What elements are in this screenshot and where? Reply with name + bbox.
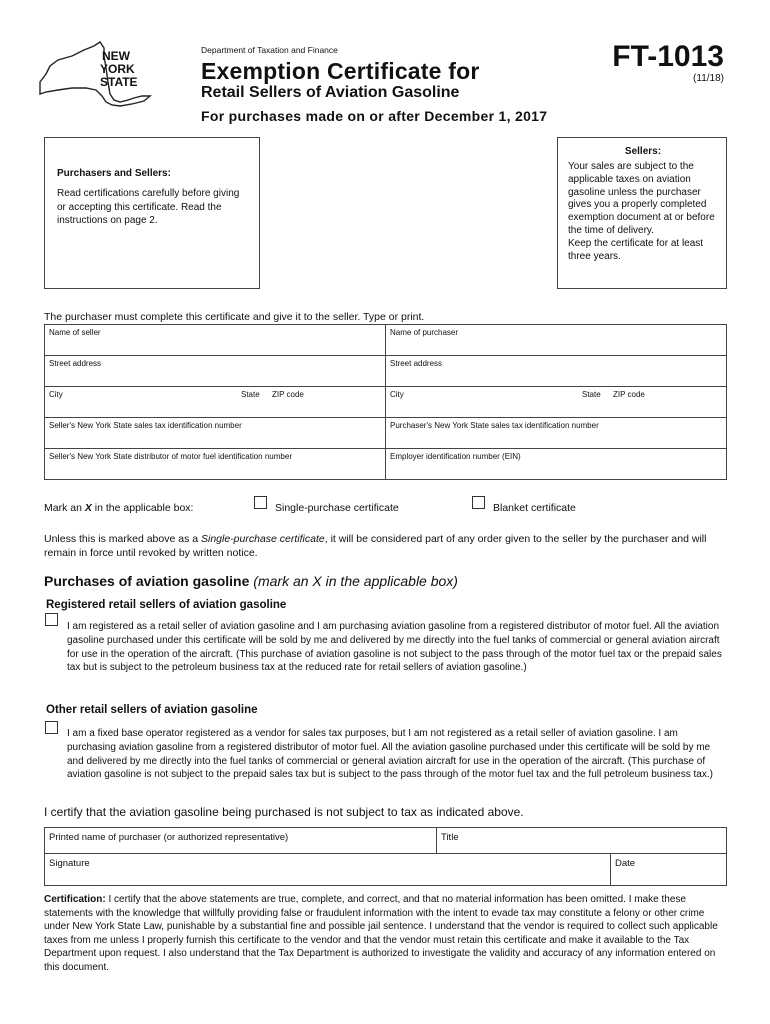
- blanket-label: Blanket certificate: [493, 502, 576, 514]
- certification-body: I certify that the above statements are true, complete, and correct, and that no material information has been omitted. I make these statements with the knowledge that willfully providing false or fraudulent information with the intent to evade tax may constitute a felony or other crime under New York State Law, punishable by a substantial fine and possible jail sentence. I understand that the vendor is required to collect such applicable taxes from me unless I properly furnish this certificate to the vendor and that the vendor must retain this certificate and make it available to the Tax Department upon request. I also understand that the Tax Department is authorized to investigate the validity and accuracy of any information entered on this document.: [44, 894, 718, 973]
- single-purchase-label: Single-purchase certificate: [275, 502, 399, 514]
- purchases-heading-text: Purchases of aviation gasoline: [44, 573, 250, 589]
- field-label: State: [582, 390, 601, 399]
- sellers-notice-keep: Keep the certificate for at least three years.: [568, 237, 704, 262]
- field-label: City: [390, 390, 404, 399]
- field-label: State: [241, 390, 260, 399]
- form-revision: (11/18): [693, 73, 724, 84]
- purchaser-city-state-zip-field[interactable]: [385, 387, 727, 417]
- registered-sellers-heading: Registered retail sellers of aviation gasoline: [46, 599, 287, 611]
- notice-text: Read certifications carefully before giving or accepting this certificate. Read the instructions on page 2.: [57, 188, 240, 226]
- purchases-heading-note: (mark an X in the applicable box): [253, 573, 458, 589]
- purchaser-instruction: The purchaser must complete this certificate and give it to the seller. Type or print.: [44, 311, 425, 323]
- mark-prefix: Mark an: [44, 502, 82, 514]
- field-label: Purchaser's New York State sales tax identification number: [390, 421, 599, 430]
- field-label: Street address: [49, 359, 102, 368]
- seller-distributor-id-field[interactable]: [44, 449, 385, 479]
- registered-seller-text: I am registered as a retail seller of aviation gasoline and I am purchasing aviation gasoline from a registered distributor of motor fuel. All the aviation gasoline purchased under this certificate will be sold by me and delivered by me directly into the fuel tanks of commercial or general aviation aircraft for use in the operation of the aircraft. (This purchase of aviation gasoline is not subject to the pass through of the motor fuel tax or the prepaid sales tax but is subject to the petroleum business tax at the reduced rate for retail sellers of aviation gasoline.): [67, 621, 722, 674]
- field-label: Name of purchaser: [390, 328, 459, 337]
- seller-street-field[interactable]: [44, 356, 385, 386]
- field-label: Employer identification number (EIN): [390, 452, 521, 461]
- new-york-state-logo: [36, 38, 156, 108]
- field-label: Title: [441, 832, 459, 843]
- field-label: Seller's New York State sales tax identification number: [49, 421, 242, 430]
- form-title: Exemption Certificate for: [201, 58, 480, 84]
- effective-date-line: For purchases made on or after December 1, 2017: [201, 108, 548, 124]
- certify-statement: I certify that the aviation gasoline being purchased is not subject to tax as indicated above.: [44, 805, 524, 819]
- field-label: Name of seller: [49, 328, 101, 337]
- purchaser-sales-tax-id-field[interactable]: [385, 418, 727, 448]
- single-purchase-note: [44, 532, 734, 560]
- notice-heading: Purchasers and Sellers:: [57, 168, 171, 179]
- field-label: Street address: [390, 359, 443, 368]
- purchasers-sellers-notice: [44, 137, 260, 289]
- sellers-notice: [557, 137, 727, 289]
- title-field[interactable]: [436, 828, 727, 853]
- seller-city-state-zip-field[interactable]: [44, 387, 385, 417]
- certification-text: [44, 893, 728, 974]
- logo-text-york: YORK: [100, 62, 135, 76]
- other-seller-text: I am a fixed base operator registered as a vendor for sales tax purposes, but I am not registered as a retail seller of aviation gasoline. I am purchasing aviation gasoline from a registered distributor of motor fuel. All the aviation gasoline purchased under this certificate will be sold by me and delivered by me directly into the fuel tanks of commercial or general aviation aircraft for use in the operation of the aircraft. (This purchase of aviation gasoline is not subject to the prepaid sales tax but is subject to the pass through of the motor fuel tax and the full petroleum business tax.): [67, 728, 713, 781]
- field-label: City: [49, 390, 63, 399]
- purchaser-street-field[interactable]: [385, 356, 727, 386]
- sellers-notice-text: Your sales are subject to the applicable taxes on aviation gasoline unless the purchaser gives you a properly completed exemption document at or before the time of delivery.: [568, 161, 715, 236]
- purchaser-name-field[interactable]: [385, 325, 727, 355]
- other-seller-checkbox[interactable]: [45, 721, 58, 734]
- note-emphasis: Single-purchase certificate: [201, 533, 325, 545]
- note-text: Unless this is marked above as a: [44, 533, 201, 545]
- mark-instruction: [44, 502, 193, 514]
- ein-field[interactable]: [385, 449, 727, 479]
- blanket-checkbox[interactable]: [472, 496, 485, 509]
- seller-name-field[interactable]: [44, 325, 385, 355]
- field-label: Seller's New York State distributor of motor fuel identification number: [49, 452, 292, 461]
- form-subtitle: Retail Sellers of Aviation Gasoline: [201, 84, 460, 101]
- party-info-grid: [44, 324, 727, 480]
- department-name: Department of Taxation and Finance: [201, 45, 338, 55]
- field-label: Date: [615, 858, 636, 869]
- single-purchase-checkbox[interactable]: [254, 496, 267, 509]
- printed-name-field[interactable]: [44, 828, 436, 853]
- field-label: ZIP code: [272, 390, 304, 399]
- purchases-heading: [44, 573, 458, 589]
- logo-text-state: STATE: [100, 75, 138, 89]
- form-number: FT-1013: [612, 40, 724, 73]
- sellers-notice-heading: Sellers:: [624, 146, 662, 157]
- logo-text-new: NEW: [102, 49, 130, 63]
- mark-x: X: [84, 502, 92, 514]
- other-sellers-heading: Other retail sellers of aviation gasoline: [46, 704, 258, 716]
- certification-label: Certification:: [44, 894, 106, 905]
- seller-sales-tax-id-field[interactable]: [44, 418, 385, 448]
- note-text: , it will be considered part of any order given to the seller by the purchaser and will remain in force until revoked by written notice.: [44, 533, 707, 559]
- registered-seller-checkbox[interactable]: [45, 613, 58, 626]
- signature-grid: [44, 827, 727, 886]
- field-label: Printed name of purchaser (or authorized representative): [49, 832, 289, 843]
- field-label: Signature: [49, 858, 90, 869]
- date-field[interactable]: [610, 854, 727, 885]
- field-label: ZIP code: [613, 390, 645, 399]
- mark-suffix: in the applicable box:: [94, 502, 194, 514]
- signature-field[interactable]: [44, 854, 610, 885]
